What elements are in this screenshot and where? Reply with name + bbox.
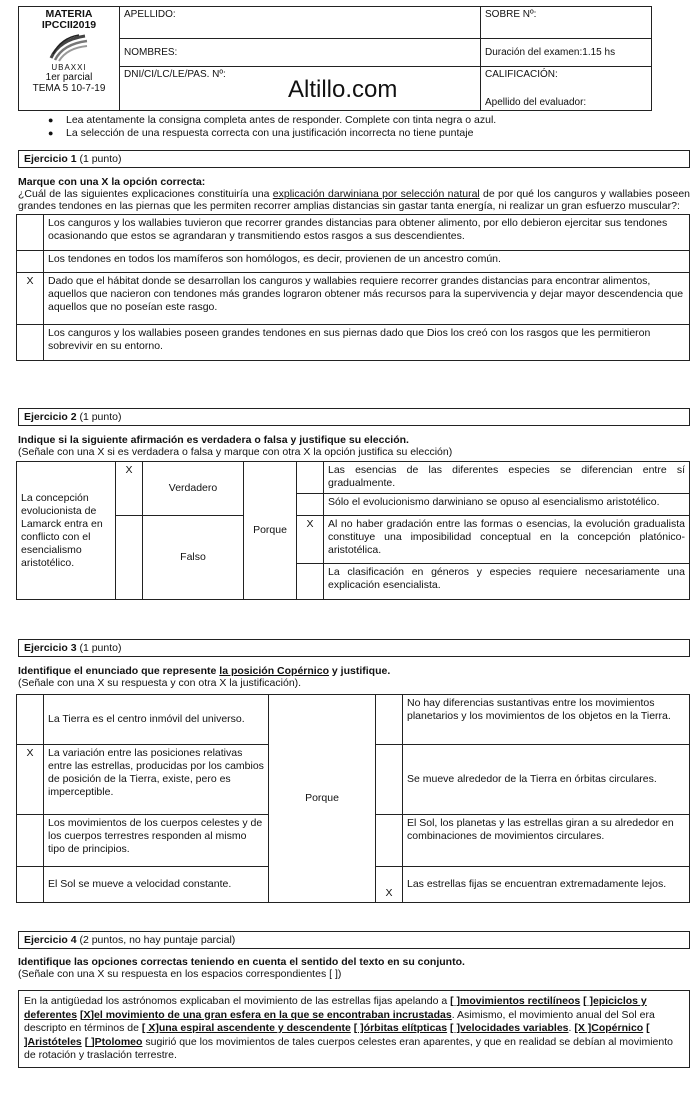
justification-mark-box[interactable] — [297, 462, 324, 494]
subject-code: IPCCII2019 — [41, 19, 97, 31]
logo-cell — [19, 7, 120, 111]
instruction-text: Identifique las opciones correctas teniendo en cuenta el sentido del texto en su conjunto. — [18, 956, 465, 968]
justification-mark-box[interactable] — [376, 815, 403, 867]
option-text: El Sol se mueve a velocidad constante. — [44, 867, 269, 903]
cloze-option[interactable]: [ X]una espiral ascendente y descendente — [141, 1022, 351, 1034]
instruction-text: Identifique el enunciado que represente la posición Copérnico y justifique. — [18, 665, 391, 677]
rule-item: ● La selección de una respuesta correcta con una justificación incorrecta no tiene puntaje — [48, 127, 688, 140]
exercise-4-instruction — [18, 956, 690, 980]
exercise-title: Ejercicio 4 — [24, 934, 77, 946]
instruction-subtext: (Señale con una X su respuesta en los espacios correspondientes [ ]) — [18, 968, 342, 980]
exercise-3-table — [16, 694, 690, 903]
instruction-text: Indique si la siguiente afirmación es verdadera o falsa y justifique su elección. — [18, 434, 409, 446]
option-mark-box[interactable] — [17, 695, 44, 745]
exercise-2 — [18, 408, 690, 600]
cloze-option[interactable]: [ ]Ptolomeo — [84, 1035, 143, 1048]
grade-field[interactable]: CALIFICACIÓN: — [485, 69, 558, 80]
option-mark-box[interactable] — [17, 215, 44, 251]
option-text: Los movimientos de los cuerpos celestes y de los cuerpos terrestres responden al mismo tipo de principios. — [44, 815, 269, 867]
instruction-text: Marque con una X la opción correcta: — [18, 176, 206, 188]
justification-text: Sólo el evolucionismo darwiniano se opuso al esencialismo aristotélico. — [324, 494, 690, 516]
question-text: ¿Cuál de las siguientes explicaciones constituiría una explicación darwiniana por selección natural de por qué los canguros y wallabies poseen grandes tendones en las piernas que les permiten recorrer amplias distancias sin gastar tanta energía, ni realizar un gran esfuerzo muscular?: — [18, 188, 691, 212]
justification-mark-box[interactable] — [376, 695, 403, 745]
exercise-2-title — [18, 408, 690, 426]
justification-text: El Sol, los planetas y las estrellas giran a su alrededor en combinaciones de movimientos circulares. — [403, 815, 690, 867]
evaluator-field[interactable]: Apellido del evaluador: — [485, 97, 587, 108]
justification-text: No hay diferencias sustantivas entre los movimientos planetarios y los movimientos de los objetos en la Tierra. — [403, 695, 690, 745]
justification-text: La clasificación en géneros y especies requiere necesariamente una explicación esencialista. — [324, 564, 690, 600]
option-text: Dado que el hábitat donde se desarrollan los canguros y wallabies requiere recorrer grandes distancias para encontrar alimentos, aquellos que nacieron con tendones más grandes lograron obtener más recursos para la supervivencia y dejar mayor descendencia que aquellos que no poseían este rasgo. — [44, 273, 690, 325]
exercise-3-title — [18, 639, 690, 657]
true-label: Verdadero — [143, 462, 244, 516]
exercise-1 — [18, 150, 690, 361]
uba-logo-icon — [49, 34, 89, 62]
statement-text: La concepción evolucionista de Lamarck entra en conflicto con el esencialismo aristotélico. — [17, 462, 116, 600]
justification-text: Las esencias de las diferentes especies se diferencian entre sí gradualmente. — [324, 462, 690, 494]
exam-duration: Duración del examen:1.15 hs — [481, 39, 652, 67]
brand-name: UBAXXI — [51, 63, 87, 72]
names-field[interactable]: NOMBRES: — [120, 39, 481, 67]
exercise-title: Ejercicio 2 — [24, 411, 77, 423]
exercise-4-title — [18, 931, 690, 949]
true-mark-box[interactable]: X — [116, 462, 143, 516]
option-text: La Tierra es el centro inmóvil del universo. — [44, 695, 269, 745]
instruction-subtext: (Señale con una X si es verdadera o falsa y marque con otra X la opción justifica su elección) — [18, 446, 453, 458]
exam-type: 1er parcial — [45, 72, 93, 83]
cloze-option[interactable]: [ ]Aristóteles — [24, 1022, 650, 1048]
porque-label: Porque — [244, 462, 297, 600]
id-number-field[interactable]: DNI/CI/LC/LE/PAS. Nº: — [120, 67, 481, 111]
exam-topic-date: TEMA 5 10-7-19 — [32, 83, 106, 94]
exercise-1-title — [18, 150, 690, 168]
exercise-3-instruction — [18, 665, 690, 689]
exercise-4 — [18, 931, 690, 1068]
exercise-3 — [18, 639, 690, 903]
option-mark-box[interactable] — [17, 251, 44, 273]
cloze-option[interactable]: [ ]órbitas elítpticas — [353, 1022, 448, 1034]
surname-field[interactable]: APELLIDO: — [120, 7, 481, 39]
exercise-points: (1 punto) — [79, 153, 122, 165]
option-text: Los canguros y los wallabies tuvieron que recorrer grandes distancias para obtener alimento, por ello debieron ejercitar sus tendones ocasionando que estos se agrandaran y transmitiendo estos rasgos a sus descendientes. — [44, 215, 690, 251]
watermark-text: Altillo.com — [288, 76, 398, 103]
rule-item: ● Lea atentamente la consigna completa antes de responder. Complete con tinta negra o azul. — [48, 114, 688, 127]
option-mark-box[interactable]: X — [17, 745, 44, 815]
justification-text: Al no haber gradación entre las formas o esencias, la evolución gradualista constituye una imposibilidad conceptual en la concepción platónico-aristotélica. — [324, 516, 690, 564]
instructions-list — [48, 114, 688, 140]
cloze-option[interactable]: [ ]velocidades variables — [450, 1022, 569, 1034]
option-mark-box[interactable]: X — [17, 273, 44, 325]
exercise-2-table — [16, 461, 690, 600]
justification-mark-box[interactable] — [297, 564, 324, 600]
justification-text: Las estrellas fijas se encuentran extremadamente lejos. — [403, 867, 690, 903]
grade-cell — [481, 67, 652, 111]
envelope-field[interactable]: SOBRE Nº: — [481, 7, 652, 39]
cloze-option[interactable]: [X]el movimiento de una gran esfera en la que se encontraban incrustadas — [80, 1008, 452, 1021]
exercise-1-options — [16, 214, 690, 361]
option-mark-box[interactable] — [17, 325, 44, 361]
exercise-2-instruction — [18, 434, 690, 458]
cloze-paragraph: En la antigüedad los astrónomos explicaban el movimiento de las estrellas fijas apelando a [ ]movimientos rectilíneos [ ]epiciclos y deferentes [X]el movimiento de una gran esfera en la que se encontraban incrustadas. Asimismo, el movimiento anual del Sol era descripto en términos de [ X]una espiral ascendente y descendente [ ]órbitas elítpticas [ ]velocidades variables. [X ]Copérnico [ ]Aristóteles [ ]Ptolomeo sugirió que los movimientos de tales cuerpos celestes eran aparentes, y que en realidad se debían al movimiento de rotación y traslación terrestre. — [18, 990, 690, 1068]
exercise-points: (1 punto) — [79, 411, 122, 423]
exercise-title: Ejercicio 3 — [24, 642, 77, 654]
cloze-option[interactable]: [X ]Copérnico — [574, 1022, 644, 1034]
justification-mark-box[interactable] — [297, 494, 324, 516]
cloze-option[interactable]: [ ]epiciclos y deferentes — [24, 995, 647, 1021]
exercise-1-instruction — [18, 176, 690, 212]
justification-mark-box[interactable]: X — [297, 516, 324, 564]
instruction-subtext: (Señale con una X su respuesta y con otra X la justificación). — [18, 677, 302, 689]
justification-mark-box[interactable] — [376, 745, 403, 815]
exercise-title: Ejercicio 1 — [24, 153, 77, 165]
false-mark-box[interactable] — [116, 516, 143, 600]
subject-label: MATERIA — [45, 8, 93, 20]
exercise-points: (2 puntos, no hay puntaje parcial) — [79, 934, 236, 946]
justification-text: Se mueve alrededor de la Tierra en órbitas circulares. — [403, 745, 690, 815]
false-label: Falso — [143, 516, 244, 600]
option-text: Los canguros y los wallabies poseen grandes tendones en sus piernas dado que Dios los creó con los rasgos que les permitieron sobrevivir en su entorno. — [44, 325, 690, 361]
justification-mark-box[interactable]: X — [376, 867, 403, 903]
cloze-option[interactable]: [ ]movimientos rectilíneos — [450, 995, 581, 1007]
option-mark-box[interactable] — [17, 867, 44, 903]
porque-label: Porque — [269, 695, 376, 903]
option-text: La variación entre las posiciones relativas entre las estrellas, producidas por los cambios de posición de la Tierra, existe, pero es imperceptible. — [44, 745, 269, 815]
option-text: Los tendones en todos los mamíferos son homólogos, es decir, provienen de un ancestro común. — [44, 251, 690, 273]
exercise-points: (1 punto) — [79, 642, 122, 654]
option-mark-box[interactable] — [17, 815, 44, 867]
